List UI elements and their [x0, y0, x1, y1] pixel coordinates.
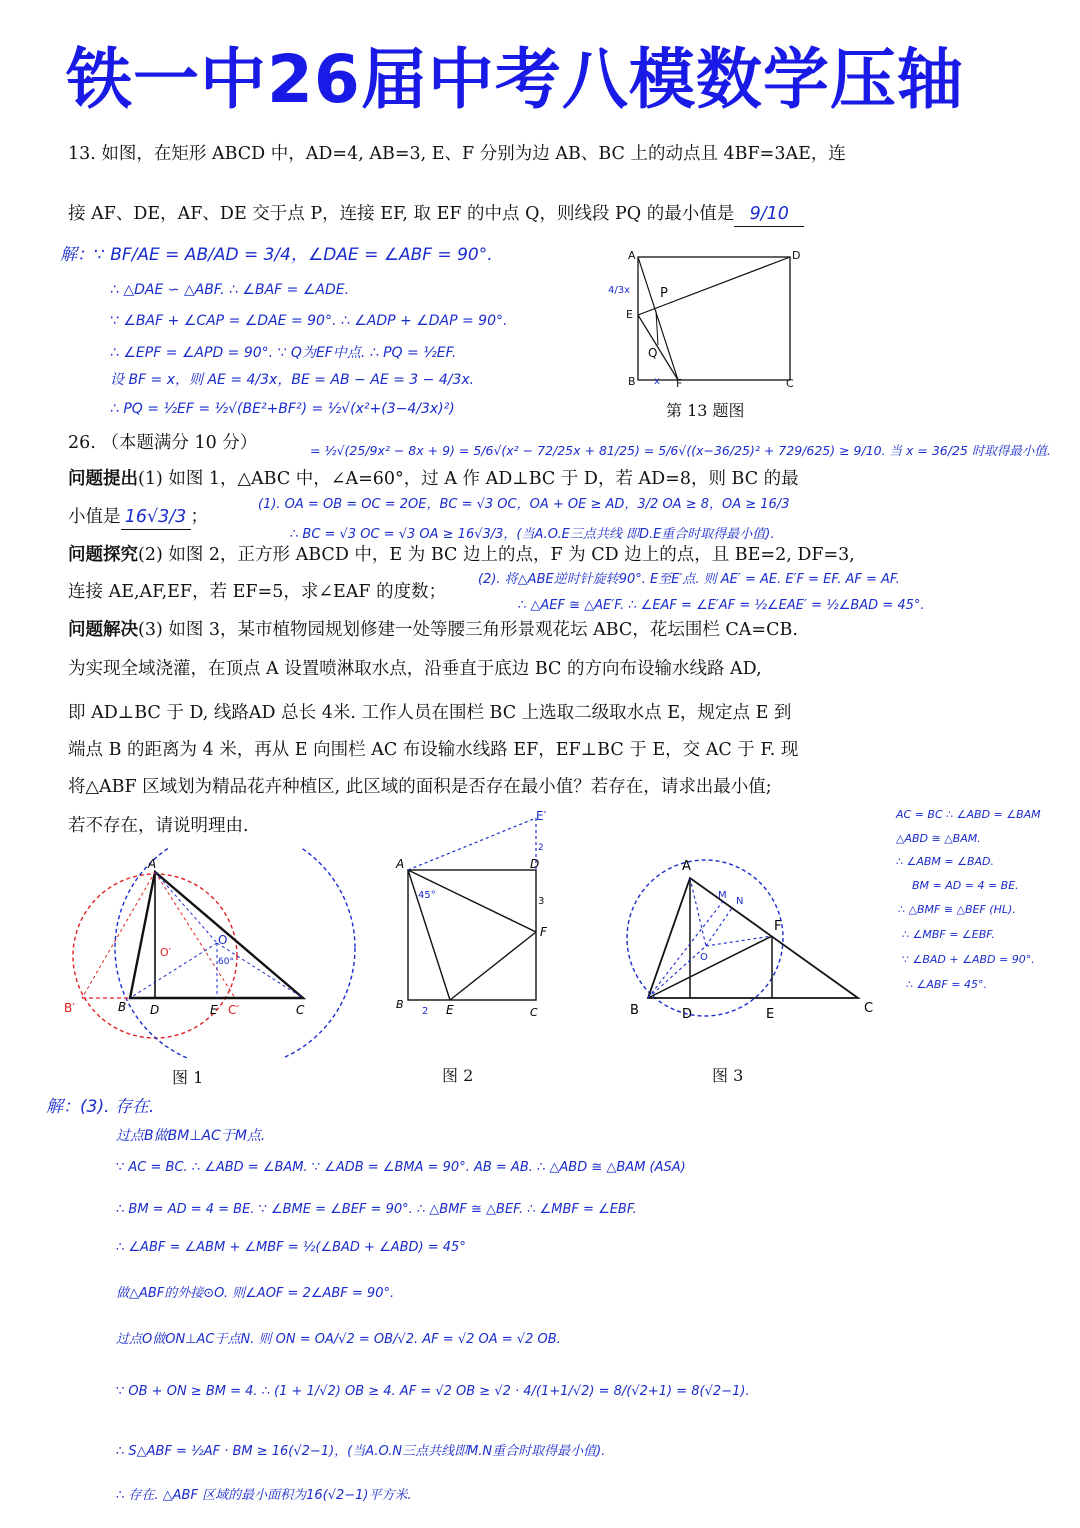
q26-part2: [68, 544, 855, 567]
q13-label-c: C: [786, 377, 794, 390]
q13-label-b: B: [628, 375, 636, 388]
q13-solution-line-2: ∴ △DAE ∽ △ABF. ∴ ∠BAF = ∠ADE.: [110, 282, 350, 298]
q26-part1: [68, 468, 799, 491]
page-title: 铁一中26届中考八模数学压轴: [66, 41, 964, 118]
fig1-blue-line-4: [155, 872, 217, 943]
figure-2: [390, 808, 560, 1023]
q13-segment-af: [638, 257, 678, 380]
q26-part3-line-6: 若不存在，请说明理由.: [68, 816, 249, 836]
q26-part1-solution-2: ∴ BC = √3 OC = √3 OA ≥ 16√3/3，(当A.O.E三点共线 即D.E重合时取得最小值).: [290, 527, 775, 542]
fig1-caption: 图 1: [172, 1068, 204, 1087]
fig3-label-m: M: [718, 890, 727, 901]
q26-part1-label: 问题提出: [68, 469, 138, 489]
p3-solution-line-9: ∴ S△ABF = ½AF · BM ≥ 16(√2−1)，(当A.O.N三点共线即M.N重合时取得最小值).: [116, 1444, 606, 1459]
fig1-blue-line-1: [130, 943, 217, 998]
q13-line1: 13. 如图，在矩形 ABCD 中，AD=4, AB=3, E、F 分别为边 AB、BC 上的动点且 4BF=3AE，连: [68, 144, 846, 164]
fig2-label-c: C: [530, 1006, 538, 1019]
p3-solution-line-4: ∴ BM = AD = 4 = BE. ∵ ∠BME = ∠BEF = 90°. ∴ △BMF ≅ △BEF. ∴ ∠MBF = ∠EBF.: [116, 1202, 637, 1217]
fig2-label-f: F: [540, 925, 547, 939]
q26-part1-answer: 16√3/3: [121, 506, 191, 530]
q26-part1-line2: [68, 506, 208, 530]
q13-solution-line-7: = ½√(25/9x² − 8x + 9) = 5/6√(x² − 72/25x + 81/25) = 5/6√((x−36/25)² + 729/625) ≥ 9/10. 当 x = 36/25 时取得最小值.: [310, 443, 1051, 458]
figure-1: [60, 848, 380, 1058]
q26-part3-label: 问题解决: [68, 620, 138, 640]
q13-line2-text: 接 AF、DE，AF、DE 交于点 P，连接 EF, 取 EF 的中点 Q，则线段 PQ 的最小值是: [68, 204, 735, 224]
fig1-label-e: E: [210, 1003, 218, 1017]
p3-solution-line-3: ∵ AC = BC. ∴ ∠ABD = ∠BAM. ∵ ∠ADB = ∠BMA = 90°. AB = AB. ∴ △ABD ≅ △BAM (ASA): [116, 1160, 686, 1175]
q13-label-d: D: [792, 249, 801, 262]
fig2-label-e-prime: E′: [536, 809, 547, 823]
q13-label-a: A: [628, 249, 636, 262]
figure-3: [620, 848, 890, 1028]
fig2-label-a: A: [396, 857, 405, 871]
fig3-line-bm: [648, 900, 724, 998]
fig3-label-n: N: [736, 896, 744, 907]
side-note-8: ∴ ∠ABF = 45°.: [906, 978, 987, 991]
q13-solution-line-4: ∴ ∠EPF = ∠APD = 90°. ∵ Q为EF中点. ∴ PQ = ½EF.: [110, 345, 457, 361]
q13-label-f: F: [676, 377, 683, 390]
side-note-2: △ABD ≅ △BAM.: [896, 832, 981, 845]
fig2-segment-af: [408, 870, 536, 932]
q26-part3-line-1: (3) 如图 3，某市植物园规划修建一处等腰三角形景观花坛 ABC，花坛围栏 CA=CB.: [138, 620, 798, 640]
fig3-label-o: O: [700, 952, 708, 963]
fig3-label-c: C: [864, 1001, 874, 1016]
q26-part1-solution-1: (1). OA = OB = OC = 2OE，BC = √3 OC，OA + OE ≥ AD，3/2 OA ≥ 8，OA ≥ 16/3: [258, 497, 790, 512]
q26-part3-line-2: 为实现全域浇灌，在顶点 A 设置喷淋取水点，沿垂直于底边 BC 的方向布设输水线路 AD,: [68, 659, 762, 679]
fig1-label-b: B: [118, 1000, 127, 1014]
q26-part2-solution-2: ∴ △AEF ≅ △AE′F. ∴ ∠EAF = ∠E′AF = ½∠EAE′ = ½∠BAD = 45°.: [518, 598, 925, 613]
fig3-label-f: F: [774, 919, 782, 934]
fig3-line-on: [706, 908, 732, 946]
fig3-label-e: E: [766, 1007, 775, 1022]
side-note-5: ∴ △BMF ≅ △BEF (HL).: [898, 903, 1016, 916]
q13-answer: 9/10: [734, 203, 804, 227]
q13-solution-line-6: ∴ PQ = ½EF = ½√(BE²+BF²) = ½√(x²+(3−4/3x)²): [110, 401, 455, 417]
fig2-caption: 图 2: [442, 1066, 474, 1085]
q13-label-bf-length: x: [654, 376, 660, 387]
q26-part3: [68, 619, 798, 642]
fig2-segment-ef: [450, 932, 536, 1000]
side-note-4: BM = AD = 4 = BE.: [912, 879, 1019, 892]
q26-part2-line2: 连接 AE,AF,EF，若 EF=5，求∠EAF 的度数；: [68, 582, 447, 602]
q13-label-e: E: [626, 308, 633, 321]
q26-part2-solution-1: (2). 将△ABE逆时针旋转90°. E至E′点. 则 AE′ = AE. E′F = EF. AF = AF.: [478, 572, 900, 587]
q13-rectangle: [638, 257, 790, 380]
q13-solution-line-5: 设 BF = x，则 AE = 4/3x，BE = AB − AE = 3 − 4/3x.: [110, 372, 475, 388]
q13-figure: [600, 245, 810, 415]
p3-solution-line-5: ∴ ∠ABF = ∠ABM + ∠MBF = ½(∠BAD + ∠ABD) = 45°: [116, 1240, 466, 1255]
side-note-6: ∴ ∠MBF = ∠EBF.: [902, 928, 995, 941]
fig2-rotated-ae: [408, 818, 536, 870]
q13-line2: [68, 203, 804, 227]
fig3-caption: 图 3: [712, 1066, 744, 1085]
q13-label-p: P: [660, 286, 668, 301]
p3-solution-line-10: ∴ 存在. △ABF 区域的最小面积为16(√2−1)平方米.: [116, 1488, 412, 1503]
q26-header: 26. （本题满分 10 分）: [68, 433, 258, 453]
fig1-label-c: C: [296, 1003, 305, 1017]
q13-label-q: Q: [648, 346, 658, 360]
fig1-label-o-prime: O′: [160, 946, 172, 959]
q13-solution-line-3: ∵ ∠BAF + ∠CAP = ∠DAE = 90°. ∴ ∠ADP + ∠DAP = 90°.: [110, 313, 508, 329]
q13-label-ae-length: 4/3x: [608, 285, 631, 296]
fig2-label-2-bottom: 2: [422, 1006, 429, 1017]
q26-part3-line-4: 端点 B 的距离为 4 米，再从 E 向围栏 AC 布设输水线路 EF，EF⊥BC 于 E，交 AC 于 F. 现: [68, 740, 799, 760]
p3-solution-line-2: 过点B做BM⊥AC于M点.: [116, 1128, 266, 1144]
q13-segment-ef: [638, 315, 678, 380]
p3-solution-line-1: 解：(3). 存在.: [46, 1097, 155, 1117]
fig2-label-3: 3: [538, 896, 545, 907]
fig3-label-d: D: [682, 1007, 693, 1022]
q13-solution-line-1: 解：∵ BF/AE = AB/AD = 3/4，∠DAE = ∠ABF = 90°.: [60, 245, 493, 265]
fig1-label-b-prime: B′: [64, 1001, 75, 1015]
fig2-label-e: E: [446, 1003, 454, 1017]
fig1-label-60: 60°: [218, 957, 234, 967]
fig2-label-45: 45°: [418, 890, 436, 901]
fig1-label-o: O: [218, 933, 228, 947]
side-note-1: AC = BC ∴ ∠ABD = ∠BAM: [896, 808, 1041, 821]
fig3-label-a: A: [682, 859, 691, 874]
p3-solution-line-8: ∵ OB + ON ≥ BM = 4. ∴ (1 + 1/√2) OB ≥ 4. AF = √2 OB ≥ √2 · 4/(1+1/√2) = 8/(√2+1) = 8(√2−1).: [116, 1384, 750, 1399]
fig3-triangle: [648, 878, 858, 998]
q26-part3-line-3: 即 AD⊥BC 于 D, 线路AD 总长 4米. 工作人员在围栏 BC 上选取二级取水点 E，规定点 E 到: [68, 703, 792, 723]
p3-solution-line-6: 做△ABF的外接⊙O. 则∠AOF = 2∠ABF = 90°.: [116, 1286, 395, 1301]
q26-part3-line-5: 将△ABF 区域划为精品花卉种植区, 此区域的面积是否存在最小值？若存在，请求出最小值;: [68, 777, 772, 797]
q26-part2-label: 问题探究: [68, 545, 138, 565]
q26-part2-text: (2) 如图 2，正方形 ABCD 中，E 为 BC 边上的点，F 为 CD 边上的点，且 BE=2, DF=3,: [138, 545, 855, 565]
fig1-label-d: D: [150, 1003, 160, 1017]
fig2-label-d: D: [530, 857, 540, 871]
fig2-label-b: B: [396, 998, 404, 1011]
fig1-label-a: A: [148, 857, 157, 871]
q13-figure-caption: 第 13 题图: [666, 401, 745, 420]
q26-part1-text: (1) 如图 1，△ABC 中，∠A=60°，过 A 作 AD⊥BC 于 D，若 AD=8，则 BC 的最: [138, 469, 799, 489]
p3-solution-line-7: 过点O做ON⊥AC于点N. 则 ON = OA/√2 = OB/√2. AF = √2 OA = √2 OB.: [116, 1332, 561, 1347]
side-note-3: ∴ ∠ABM = ∠BAD.: [896, 855, 995, 868]
fig3-label-b: B: [630, 1003, 639, 1018]
fig1-label-c-prime: C′: [228, 1003, 240, 1017]
fig2-label-2-top: 2: [538, 843, 544, 853]
q26-part1-end: ；: [190, 507, 208, 527]
side-note-7: ∵ ∠BAD + ∠ABD = 90°.: [902, 953, 1035, 966]
q26-part1-text2: 小值是: [68, 507, 121, 527]
